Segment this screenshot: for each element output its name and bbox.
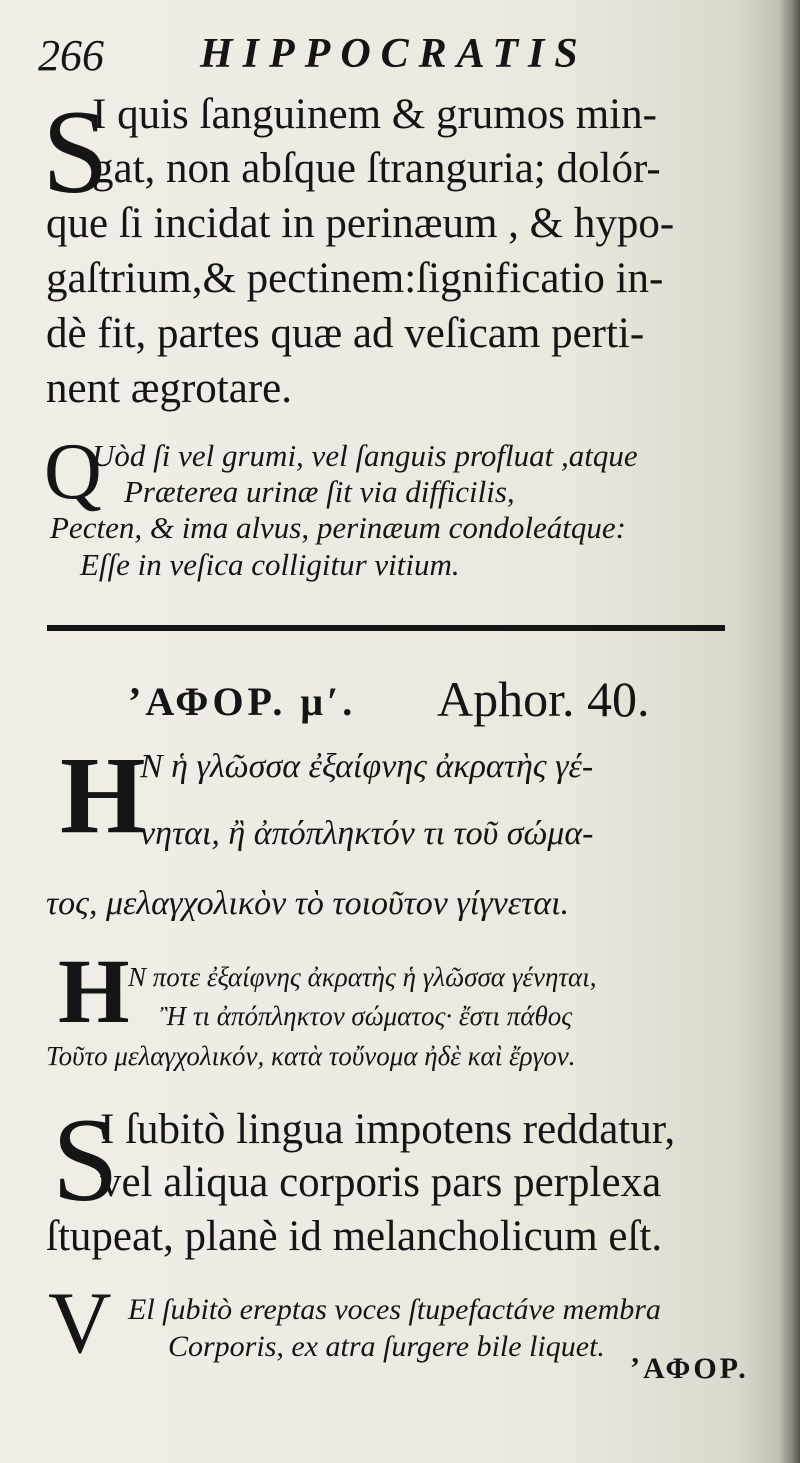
verse-line: Prӕterea urinӕ ſit via difficilis, xyxy=(124,474,515,509)
book-gutter-shadow xyxy=(778,0,800,1463)
text-line: I ſubitò lingua impotens reddatur, xyxy=(100,1106,676,1153)
text-line: ſtupeat, planè id melancholicum eſt. xyxy=(46,1213,663,1260)
text-line: nent ægrotare. xyxy=(46,365,292,412)
greek-line: τος, μελαγχολικὸν τὸ τοιοῦτον γίγνεται. xyxy=(46,885,570,922)
text-line: gat, non abſque ſtranguria; dolór- xyxy=(92,145,661,192)
aphorism-greek-heading: ʼΑΦΟΡ. μʹ. xyxy=(128,679,357,724)
catchword: ʼΑΦΟΡ. xyxy=(630,1352,749,1385)
page-number: 266 xyxy=(38,31,104,80)
drop-cap: S xyxy=(52,1093,119,1226)
drop-cap: S xyxy=(42,85,109,218)
text-line: dè fit, partes quæ ad veſicam perti- xyxy=(46,310,645,357)
verse-line: El ſubitò ereptas voces ſtupefactáve membra xyxy=(128,1293,661,1326)
greek-line: νηται, ἢ ἀπόπληκτόν τι τοῦ σώμα- xyxy=(140,815,594,852)
greek-verse-line: Τοῦτο μελαγχολικόν, κατὰ τοὔνομα ἠδὲ καὶ ἔργον. xyxy=(46,1041,576,1071)
running-head: HIPPOCRATIS xyxy=(200,31,588,77)
greek-verse-line: Ἢ τι ἀπόπληκτον σώματος· ἔστι πάθος xyxy=(160,1001,573,1031)
text-line: vel aliqua corporis pars perplexa xyxy=(100,1159,662,1206)
text-line: I quis ſanguinem & grumos min- xyxy=(92,91,657,138)
drop-cap: Q xyxy=(44,428,102,516)
text-line: gaſtrium,& pectinem:ſignificatio in- xyxy=(46,255,664,302)
aphorism-latin-heading: Aphor. 40. xyxy=(437,671,650,727)
text-line: que ſi incidat in perinæum , & hypo- xyxy=(46,200,675,247)
section-rule xyxy=(47,625,725,631)
drop-cap: H xyxy=(60,734,146,856)
verse-line: Pecten, & ima alvus, perinӕum condoleátque: xyxy=(50,510,626,545)
greek-line: Ν ἡ γλῶσσα ἐξαίφνης ἀκρατὴς γέ- xyxy=(140,748,594,785)
drop-cap: H xyxy=(58,940,130,1042)
verse-line: Corporis, ex atra ſurgere bile liquet. xyxy=(168,1330,605,1363)
drop-cap: V xyxy=(48,1275,112,1372)
greek-verse-line: Ν ποτε ἐξαίφνης ἀκρατὴς ἡ γλῶσσα γένηται, xyxy=(128,962,597,992)
verse-line: Uòd ſi vel grumi, vel ſanguis profluat ,atque xyxy=(92,438,638,473)
verse-line: Eſſe in veſica colligitur vitium. xyxy=(80,547,460,582)
